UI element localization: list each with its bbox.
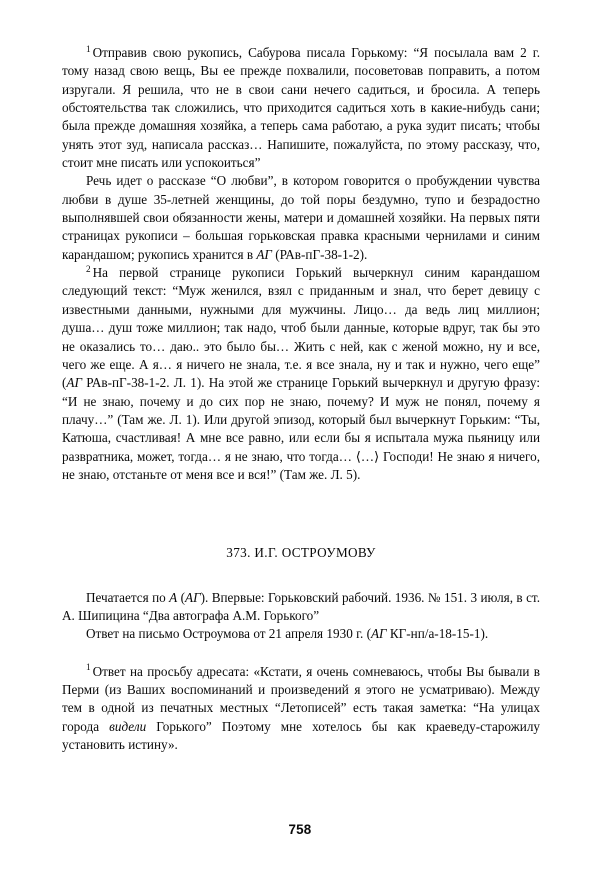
spacer-before-footnote [62,644,540,663]
footnote-marker-2: 2 [86,263,91,274]
reply-note-text-2: КГ-нп/а-18-15-1). [386,626,489,642]
footnote-1-paragraph [62,44,540,172]
source-note-paragraph [62,589,540,626]
section-footnote-1-block [62,663,540,755]
source-note-text-3: ). Впервые: Горьковский рабочий. 1936. № 151. 3 июля, в ст. А. Шипицина “Два автографа А.М. Горького” [62,589,540,623]
spacer-before-heading [62,484,540,544]
page-number: 758 [288,822,312,837]
continuation-text-after-italic: (РАв-пГ-38-1-2). [271,246,368,262]
reply-note-text-1: Ответ на письмо Остроумова от 21 апреля 1930 г. ( [86,626,371,642]
source-abbreviation-a: А [169,589,178,605]
section-heading: 373. И.Г. ОСТРОУМОВУ [226,545,376,561]
footnote-1-text: Отправив свою рукопись, Сабурова писала Горькому: “Я посылала вам 2 г. тому назад свою вещь, Вы ее прежде похвалили, посоветовав поправить, а потом изругали. Я решила, что не в свои сани нечего садиться, и бросила. А теперь обстоятельства так сложились, что приходится садиться хоть в какие-нибудь сани; была прежде домашняя хозяйка, а теперь сама работаю, а рука зудит писать; чтобы унять этот зуд, написала рассказ… Напишите, пожалуйста, по этому рассказу, что, стоит мне писать или успокоиться” [62,45,540,171]
footnote-2-segment-2: РАв-пГ-38-1-2. Л. 1). На этой же странице Горький вычеркнул и другую фразу: “И не знаю, почему и до сих пор не знаю, почему? И муж не понял, почему я плачу…” (Там же. Л. 1). Или другой эпизод, который был вычеркнут Горьким: “Ты, Катюша, счастливая! А мне все равно, или если бы я испытала мужа пьяницу или развратника, может, тогда… я не знаю, что тогда… ⟨…⟩ Господи! Не знаю я ничего, не знаю, отстаньте от меня все и вся!” (Там же. Л. 5). [62,375,540,482]
archive-abbreviation-ag: АГ [185,589,201,605]
continuation-text-before-italic: Речь идет о рассказе “О любви”, в котором говорится о пробуждении чувства любви в душе 35-летней женщины, до той поры бездумно, тупо и безрадостно выполнявшей свои обязанности жены, матери и домашней хозяйки. На первых пяти страницах рукописи – большая горьковская правка красными чернилами и синим карандашом; рукопись хранится в [62,173,540,262]
source-note-block [62,589,540,626]
reply-note-paragraph [62,625,540,643]
footnote-marker-1: 1 [86,43,91,54]
footnote-1-continuation-paragraph [62,172,540,264]
footnote-1-block [62,44,540,172]
emphasized-word-videli: видели [109,718,147,734]
archive-abbreviation-ag: АГ [256,246,272,262]
source-note-text-2: ( [177,589,186,605]
footnote-marker-1: 1 [86,662,91,673]
archive-abbreviation-ag: АГ [66,375,82,391]
footnote-2-segment-1: На первой странице рукописи Горький вычеркнул синим карандашом следующий текст: “Муж женился, взял с приданным и знал, что берет девицу с известными данными, нужными для мужчины. Лицо… да ведь лиц миллион; душа… душ тоже миллион; так надо, чтоб были данные, которые вдруг, так бы это не оказались то… даю.. это было бы… Жить с ней, как с женой можно, ну и все, чего же еще. А я… я ничего не знала, т.е. я все знала, ну и так и нужно, чего еще” ( [62,265,540,391]
spacer-after-heading [62,563,540,589]
source-note-text-1: Печатается по [86,589,170,605]
footnote-1-continuation-block [62,172,540,264]
section-footnote-1-text-2: Горького” Поэтому мне хотелось бы как краеведу-старожилу установить истину». [62,718,541,752]
section-footnote-1-paragraph [62,663,540,755]
archive-abbreviation-ag: АГ [371,626,387,642]
reply-note-block [62,625,540,643]
page-body [62,44,540,754]
section-footnote-1-text-1: Ответ на просьбу адресата: «Кстати, я очень сомневаюсь, чтобы Вы бывали в Перми (из Ваших воспоминаний и произведений я этого не усматриваю). Между тем в одной из печатных местных “Летописей” есть такая заметка: “На улицах города [62,663,540,734]
footnote-2-block [62,264,540,484]
footnote-2-paragraph [62,264,540,484]
